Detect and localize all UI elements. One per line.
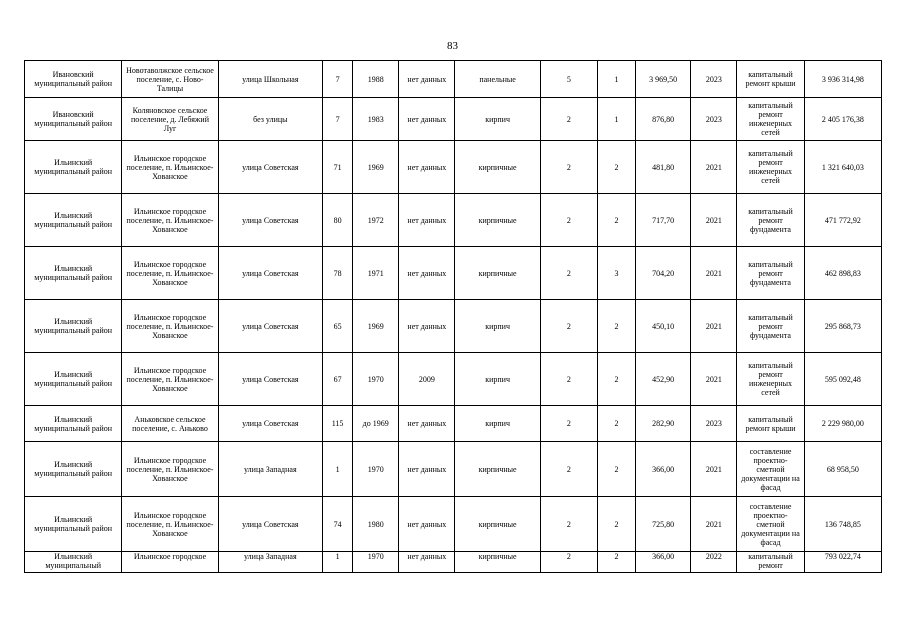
cell-settlement: Ильинское городское поселение, п. Ильинское-Хованское	[122, 194, 218, 247]
cell-build-year: 1969	[353, 300, 399, 353]
cell-district: Ивановский муниципальный район	[25, 61, 122, 98]
cell-plan-year: 2022	[691, 552, 737, 573]
cell-area: 3 969,50	[636, 61, 691, 98]
table-row	[25, 552, 882, 573]
table-row	[25, 300, 882, 353]
cell-street: без улицы	[218, 98, 322, 141]
cell-work-type: капитальный ремонт фундамента	[737, 300, 804, 353]
document-table-wrapper	[24, 60, 882, 591]
cell-cost: 471 772,92	[804, 194, 881, 247]
cell-entrances: 1	[597, 98, 635, 141]
cell-house-number: 1	[323, 442, 353, 497]
cell-area: 725,80	[636, 497, 691, 552]
cell-plan-year: 2021	[691, 353, 737, 406]
cell-reconstruction-year: нет данных	[399, 300, 455, 353]
cell-wall-material: кирпич	[455, 300, 540, 353]
cell-entrances: 2	[597, 552, 635, 573]
cell-area: 366,00	[636, 552, 691, 573]
cell-work-type: капитальный ремонт фундамента	[737, 247, 804, 300]
cell-entrances: 2	[597, 300, 635, 353]
cell-area: 282,90	[636, 406, 691, 442]
cell-district: Ильинский муниципальный район	[25, 194, 122, 247]
cell-house-number: 115	[323, 406, 353, 442]
cell-house-number: 67	[323, 353, 353, 406]
cell-district: Ильинский муниципальный	[25, 552, 122, 573]
cell-work-type: капитальный ремонт фундамента	[737, 194, 804, 247]
cell-floors: 2	[540, 98, 597, 141]
cell-settlement: Коляновское сельское поселение, д. Лебяжий Луг	[122, 98, 218, 141]
cell-district: Ильинский муниципальный район	[25, 300, 122, 353]
cell-floors: 2	[540, 406, 597, 442]
cell-house-number: 7	[323, 61, 353, 98]
cell-floors: 2	[540, 300, 597, 353]
cell-floors: 2	[540, 552, 597, 573]
cell-work-type: капитальный ремонт инженерных сетей	[737, 141, 804, 194]
cell-work-type: капитальный ремонт инженерных сетей	[737, 98, 804, 141]
cell-settlement: Ильинское городское поселение, п. Ильинское-Хованское	[122, 353, 218, 406]
cell-reconstruction-year: нет данных	[399, 442, 455, 497]
cell-entrances: 2	[597, 353, 635, 406]
cell-house-number: 71	[323, 141, 353, 194]
cell-entrances: 3	[597, 247, 635, 300]
cell-area: 450,10	[636, 300, 691, 353]
cell-area: 452,90	[636, 353, 691, 406]
cell-reconstruction-year: нет данных	[399, 61, 455, 98]
table-row	[25, 247, 882, 300]
cell-cost: 2 405 176,38	[804, 98, 881, 141]
cell-plan-year: 2021	[691, 141, 737, 194]
cell-house-number: 65	[323, 300, 353, 353]
cell-wall-material: кирпичные	[455, 247, 540, 300]
cell-cost: 2 229 980,00	[804, 406, 881, 442]
cell-street: улица Советская	[218, 247, 322, 300]
cell-house-number: 7	[323, 98, 353, 141]
cell-wall-material: кирпич	[455, 98, 540, 141]
cell-floors: 2	[540, 442, 597, 497]
cell-reconstruction-year: нет данных	[399, 194, 455, 247]
cell-street: улица Западная	[218, 442, 322, 497]
table-body	[25, 61, 882, 573]
table-row	[25, 194, 882, 247]
cell-work-type: составление проектно-сметной документации на фасад	[737, 497, 804, 552]
cell-district: Ильинский муниципальный район	[25, 406, 122, 442]
cell-wall-material: кирпичные	[455, 141, 540, 194]
table-row	[25, 61, 882, 98]
cell-settlement: Аньковское сельское поселение, с. Аньково	[122, 406, 218, 442]
cell-plan-year: 2023	[691, 406, 737, 442]
cell-floors: 2	[540, 353, 597, 406]
cell-settlement: Ильинское городское	[122, 552, 218, 573]
cell-wall-material: кирпичные	[455, 497, 540, 552]
cell-plan-year: 2021	[691, 442, 737, 497]
cell-cost: 295 868,73	[804, 300, 881, 353]
cell-work-type: капитальный ремонт инженерных сетей	[737, 353, 804, 406]
cell-entrances: 2	[597, 497, 635, 552]
cell-entrances: 2	[597, 141, 635, 194]
cell-wall-material: кирпичные	[455, 194, 540, 247]
cell-wall-material: кирпич	[455, 353, 540, 406]
cell-entrances: 2	[597, 406, 635, 442]
cell-street: улица Западная	[218, 552, 322, 573]
cell-house-number: 78	[323, 247, 353, 300]
cell-reconstruction-year: нет данных	[399, 552, 455, 573]
cell-district: Ильинский муниципальный район	[25, 141, 122, 194]
cell-reconstruction-year: нет данных	[399, 98, 455, 141]
cell-house-number: 1	[323, 552, 353, 573]
cell-floors: 2	[540, 247, 597, 300]
table-row	[25, 98, 882, 141]
table-row	[25, 497, 882, 552]
cell-reconstruction-year: 2009	[399, 353, 455, 406]
cell-floors: 2	[540, 194, 597, 247]
table-row	[25, 353, 882, 406]
cell-street: улица Советская	[218, 194, 322, 247]
cell-work-type: капитальный ремонт	[737, 552, 804, 573]
cell-cost: 462 898,83	[804, 247, 881, 300]
cell-build-year: 1988	[353, 61, 399, 98]
cell-settlement: Ильинское городское поселение, п. Ильинское-Хованское	[122, 247, 218, 300]
cell-reconstruction-year: нет данных	[399, 141, 455, 194]
cell-settlement: Новотаволжское сельское поселение, с. Ново-Талицы	[122, 61, 218, 98]
cell-settlement: Ильинское городское поселение, п. Ильинское-Хованское	[122, 141, 218, 194]
cell-area: 366,00	[636, 442, 691, 497]
cell-cost: 793 022,74	[804, 552, 881, 573]
cell-settlement: Ильинское городское поселение, п. Ильинское-Хованское	[122, 497, 218, 552]
cell-street: улица Школьная	[218, 61, 322, 98]
cell-entrances: 2	[597, 442, 635, 497]
cell-build-year: 1971	[353, 247, 399, 300]
cell-district: Ильинский муниципальный район	[25, 353, 122, 406]
cell-district: Ильинский муниципальный район	[25, 442, 122, 497]
cell-house-number: 80	[323, 194, 353, 247]
cell-plan-year: 2021	[691, 300, 737, 353]
cell-street: улица Советская	[218, 497, 322, 552]
cell-work-type: составление проектно-сметной документации на фасад	[737, 442, 804, 497]
cell-street: улица Советская	[218, 406, 322, 442]
cell-build-year: 1970	[353, 552, 399, 573]
cell-cost: 68 958,50	[804, 442, 881, 497]
page-number: 83	[447, 40, 458, 52]
cell-build-year: 1980	[353, 497, 399, 552]
cell-cost: 595 092,48	[804, 353, 881, 406]
cell-settlement: Ильинское городское поселение, п. Ильинское-Хованское	[122, 300, 218, 353]
cell-cost: 136 748,85	[804, 497, 881, 552]
cell-street: улица Советская	[218, 353, 322, 406]
cell-floors: 2	[540, 141, 597, 194]
cell-area: 717,70	[636, 194, 691, 247]
cell-plan-year: 2021	[691, 247, 737, 300]
cell-cost: 1 321 640,03	[804, 141, 881, 194]
table-row	[25, 442, 882, 497]
cell-floors: 5	[540, 61, 597, 98]
cell-work-type: капитальный ремонт крыши	[737, 61, 804, 98]
cell-cost: 3 936 314,98	[804, 61, 881, 98]
cell-area: 481,80	[636, 141, 691, 194]
cell-street: улица Советская	[218, 141, 322, 194]
cell-build-year: 1972	[353, 194, 399, 247]
cell-district: Ивановский муниципальный район	[25, 98, 122, 141]
table-row	[25, 141, 882, 194]
cell-entrances: 1	[597, 61, 635, 98]
cell-build-year: до 1969	[353, 406, 399, 442]
housing-repair-table	[24, 60, 882, 573]
cell-plan-year: 2021	[691, 497, 737, 552]
cell-reconstruction-year: нет данных	[399, 247, 455, 300]
cell-area: 876,80	[636, 98, 691, 141]
cell-settlement: Ильинское городское поселение, п. Ильинское-Хованское	[122, 442, 218, 497]
cell-build-year: 1970	[353, 353, 399, 406]
cell-build-year: 1970	[353, 442, 399, 497]
cell-plan-year: 2023	[691, 61, 737, 98]
cell-build-year: 1983	[353, 98, 399, 141]
cell-reconstruction-year: нет данных	[399, 497, 455, 552]
cell-district: Ильинский муниципальный район	[25, 497, 122, 552]
cell-area: 704,20	[636, 247, 691, 300]
cell-reconstruction-year: нет данных	[399, 406, 455, 442]
cell-wall-material: панельные	[455, 61, 540, 98]
cell-district: Ильинский муниципальный район	[25, 247, 122, 300]
cell-wall-material: кирпичные	[455, 442, 540, 497]
cell-plan-year: 2021	[691, 194, 737, 247]
cell-work-type: капитальный ремонт крыши	[737, 406, 804, 442]
cell-entrances: 2	[597, 194, 635, 247]
table-row	[25, 406, 882, 442]
cell-plan-year: 2023	[691, 98, 737, 141]
cell-floors: 2	[540, 497, 597, 552]
cell-house-number: 74	[323, 497, 353, 552]
cell-wall-material: кирпич	[455, 406, 540, 442]
cell-street: улица Советская	[218, 300, 322, 353]
cell-wall-material: кирпичные	[455, 552, 540, 573]
cell-build-year: 1969	[353, 141, 399, 194]
